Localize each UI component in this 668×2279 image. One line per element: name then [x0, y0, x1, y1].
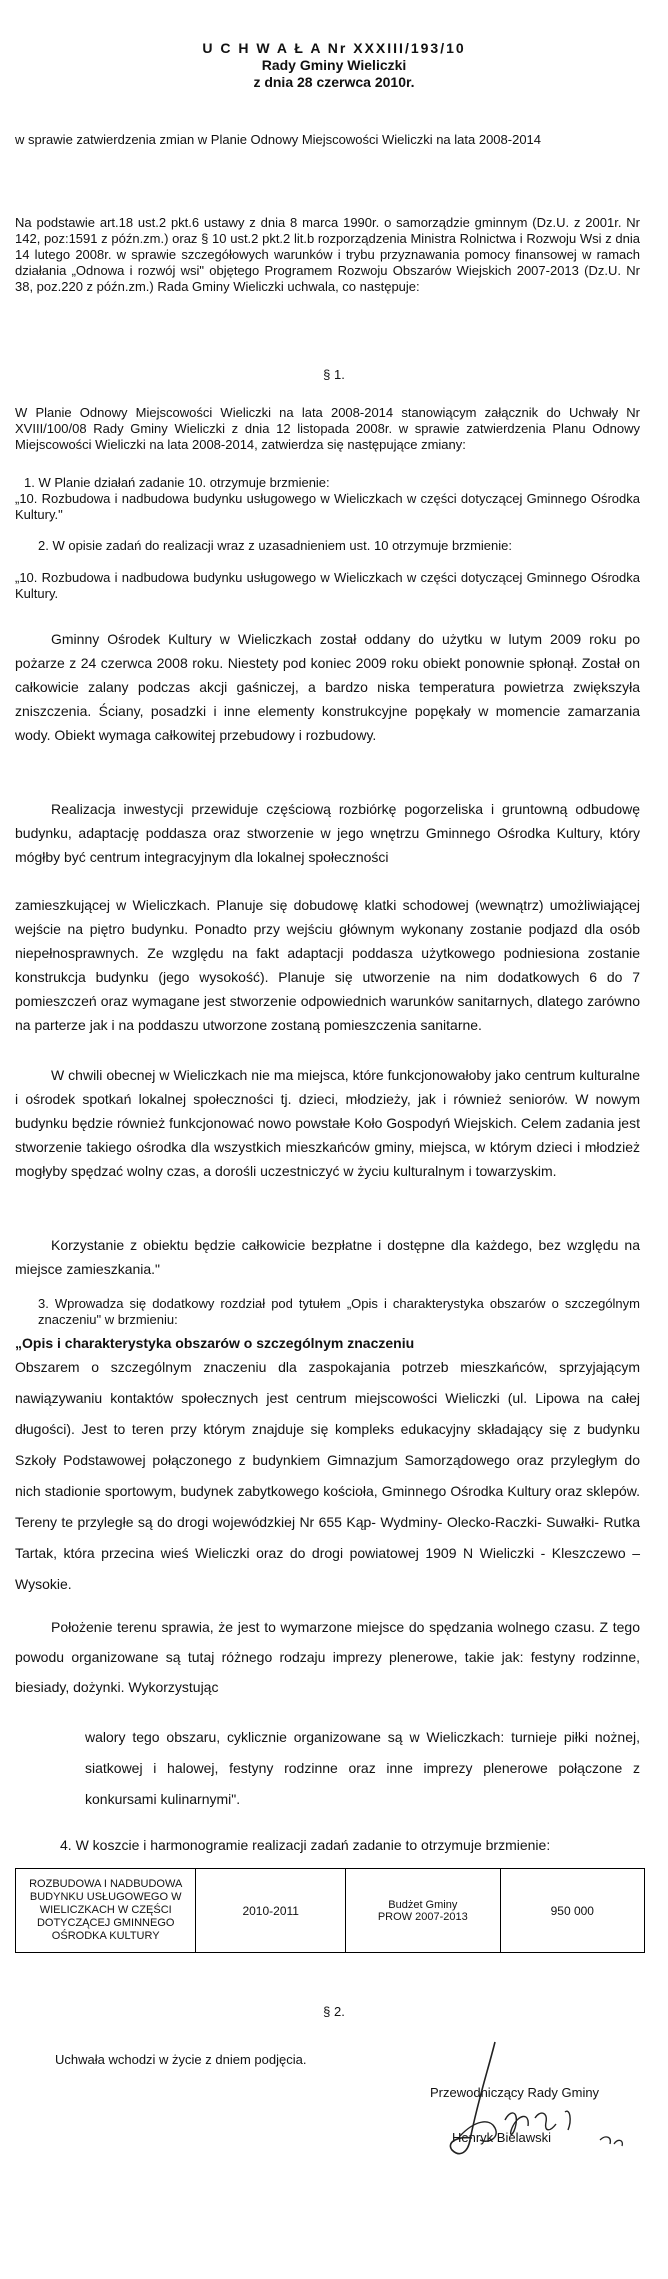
resolution-header	[0, 40, 668, 91]
paragraph-gok-history: Gminny Ośrodek Kultury w Wieliczkach został oddany do użytku w lutym 2009 roku po pożarze z 24 czerwca 2008 roku. Niestety pod koniec 2009 roku obiekt ponownie spłonął. Został on całkowicie zalany podczas akcji gaśniczej, a bardzo niska temperatura powietrza zwiększyła zniszczenia. Ściany, posadzki i inne elementy konstrukcyjne popękały w momencie zamarzania wody. Obiekt wymaga całkowitej przebudowy i rozbudowy.	[15, 631, 640, 743]
funding-line-1: Budżet Gminy	[388, 1898, 458, 1911]
section-2-text: Uchwała wchodzi w życie z dniem podjęcia.	[55, 2052, 307, 2067]
funding-line-2: PROW 2007-2013	[377, 1910, 468, 1923]
item-1-text: „10. Rozbudowa i nadbudowa budynku usługowego w Wieliczkach w części dotyczącej Gminnego Ośrodka Kultury."	[15, 491, 640, 522]
paragraph-free-access: Korzystanie z obiektu będzie całkowicie bezpłatne i dostępne dla każdego, bez względu na miejsce zamieszkania."	[15, 1237, 640, 1277]
years-cell: 2010-2011	[196, 1869, 346, 1953]
legal-basis: Na podstawie art.18 ust.2 pkt.6 ustawy z dnia 8 marca 1990r. o samorządzie gminnym (Dz.U. z 2001r. Nr 142, poz:1591 z późn.zm.) oraz § 10 ust.2 pkt.2 lit.b rozporządzenia Ministra Rolnictwa i Rozwoju Wsi z dnia 14 lutego 2008r. w sprawie szczegółowych warunków i trybu przyznawania pomocy finansowej w ramach działania „Odnowa i rozwój wsi" objętego Programem Rozwoju Obszarów Wiejskich 2007-2013 (Dz.U. Nr 38, poz.220 z późn.zm.) Rada Gminy Wieliczki uchwala, co następuje:	[15, 215, 640, 294]
amount-cell: 950 000	[500, 1869, 644, 1953]
item-1-title: 1. W Planie działań zadanie 10. otrzymuje brzmienie:	[24, 475, 330, 490]
paragraph-current-state: W chwili obecnej w Wieliczkach nie ma miejsca, które funkcjonowałoby jako centrum kulturalne i ośrodek spotkań lokalnej społeczności tj. dzieci, młodzieży, jak i również seniorów. W nowym budynku będzie również funkcjonować nowo powstałe Koło Gospodyń Wiejskich. Celem zadania jest stworzenie takiego ośrodka dla wszystkich mieszkańców gminy, miejsca, w którym dzieci i młodzież mogłyby spędzać wolny czas, a dorośli uczestniczyć w życiu kulturalnym i towarzyskim.	[15, 1067, 640, 1179]
resolution-subject: w sprawie zatwierdzenia zmian w Planie Odnowy Miejscowości Wieliczki na lata 2008-2014	[15, 132, 542, 147]
handwritten-signature	[400, 2040, 640, 2170]
section-2-title: § 2.	[323, 2004, 345, 2019]
table-row	[16, 1869, 645, 1953]
paragraph-special-area: Obszarem o szczególnym znaczeniu dla zaspokajania potrzeb mieszkańców, sprzyjającym nawiązywaniu kontaktów społecznych jest centrum miejscowości Wieliczki (ul. Lipowa na całej długości). Jest to teren przy którym znajduje się kompleks edukacyjny składający się z budynku Szkoły Podstawowej połączonego z budynkiem Gimnazjum Samorządowego oraz przyległym do nich stadionie sportowym, budynek zabytkowego kościoła, Gminnego Ośrodka Kultury oraz sklepów. Tereny te przyległe są do drogi wojewódzkiej Nr 655 Kąp- Wydminy- Olecko-Raczki- Suwałki- Rutka Tartak, która przecina wieś Wieliczki oraz do drogi powiatowej 1909 N Wieliczki - Kleszczewo – Wysokie.	[15, 1359, 640, 1592]
paragraph-events: walory tego obszaru, cyklicznie organizowane są w Wieliczkach: turnieje piłki nożnej, siatkowej i halowej, festyny rodzinne oraz inne imprezy plenerowe połączone z konkursami kulinarnymi".	[85, 1729, 640, 1807]
funding-cell	[346, 1869, 501, 1953]
resolution-date: z dnia 28 czerwca 2010r.	[253, 74, 415, 90]
item-2-text: „10. Rozbudowa i nadbudowa budynku usługowego w Wieliczkach w części dotyczącej Gminnego Ośrodka Kultury.	[15, 570, 640, 601]
item-3-heading: „Opis i charakterystyka obszarów o szczególnym znaczeniu	[15, 1335, 415, 1351]
paragraph-residents: zamieszkującej w Wieliczkach. Planuje się dobudowę klatki schodowej (wewnątrz) umożliwiającej wejście na piętro budynku. Ponadto przy wejściu głównym wykonany zostanie podjazd dla osób niepełnosprawnych. Ze względu na fakt adaptacji poddasza użytkowego podniesiona zostanie konstrukcja budynku (jego wysokość). Planuje się utworzenie na nim dodatkowych 6 do 7 pomieszczeń oraz wymagane jest stworzenie odpowiednich warunków sanitarnych, dlatego zarówno na parterze jak i na poddaszu utworzone zostaną pomieszczenia sanitarne.	[15, 897, 640, 1033]
item-2-title: 2. W opisie zadań do realizacji wraz z uzasadnieniem ust. 10 otrzymuje brzmienie:	[38, 538, 512, 553]
council-name: Rady Gminy Wieliczki	[261, 57, 407, 73]
task-cell: ROZBUDOWA I NADBUDOWA BUDYNKU USŁUGOWEGO W WIELICZKACH W CZĘŚCI DOTYCZĄCEJ GMINNEGO OŚRODKA KULTURY	[16, 1869, 196, 1953]
chairman-role: Przewodniczący Rady Gminy	[430, 2085, 600, 2100]
schedule-table	[15, 1868, 645, 1953]
section-1-intro: W Planie Odnowy Miejscowości Wieliczki na lata 2008-2014 stanowiącym załącznik do Uchwały Nr XVIII/100/08 Rady Gminy Wieliczki z dnia 12 listopada 2008r. w sprawie zatwierdzenia Planu Odnowy Miejscowości Wieliczki na lata 2008-2014, zatwierdza się następujące zmiany:	[15, 405, 640, 452]
item-3-title: 3. Wprowadza się dodatkowy rozdział pod tytułem „Opis i charakterystyka obszarów o szczególnym znaczeniu" w brzmieniu:	[38, 1296, 640, 1327]
section-1-title: § 1.	[323, 367, 345, 382]
item-4-title: 4. W koszcie i harmonogramie realizacji zadań zadanie to otrzymuje brzmienie:	[60, 1837, 551, 1853]
resolution-number: U C H W A Ł A Nr XXXIII/193/10	[202, 40, 466, 56]
chairman-name: Henryk Bielawski	[452, 2130, 551, 2145]
paragraph-location: Położenie terenu sprawia, że jest to wymarzone miejsce do spędzania wolnego czasu. Z tego powodu organizowane są tutaj różnego rodzaju imprezy plenerowe, takie jak: festyny rodzinne, biesiady, dożynki. Wykorzystując	[15, 1619, 640, 1695]
paragraph-investment: Realizacja inwestycji przewiduje częściową rozbiórkę pogorzeliska i gruntowną odbudowę budynku, adaptację poddasza oraz stworzenie w jego wnętrzu Gminnego Ośrodka Kultury, który mógłby być centrum integracyjnym dla lokalnej społeczności	[15, 801, 640, 865]
